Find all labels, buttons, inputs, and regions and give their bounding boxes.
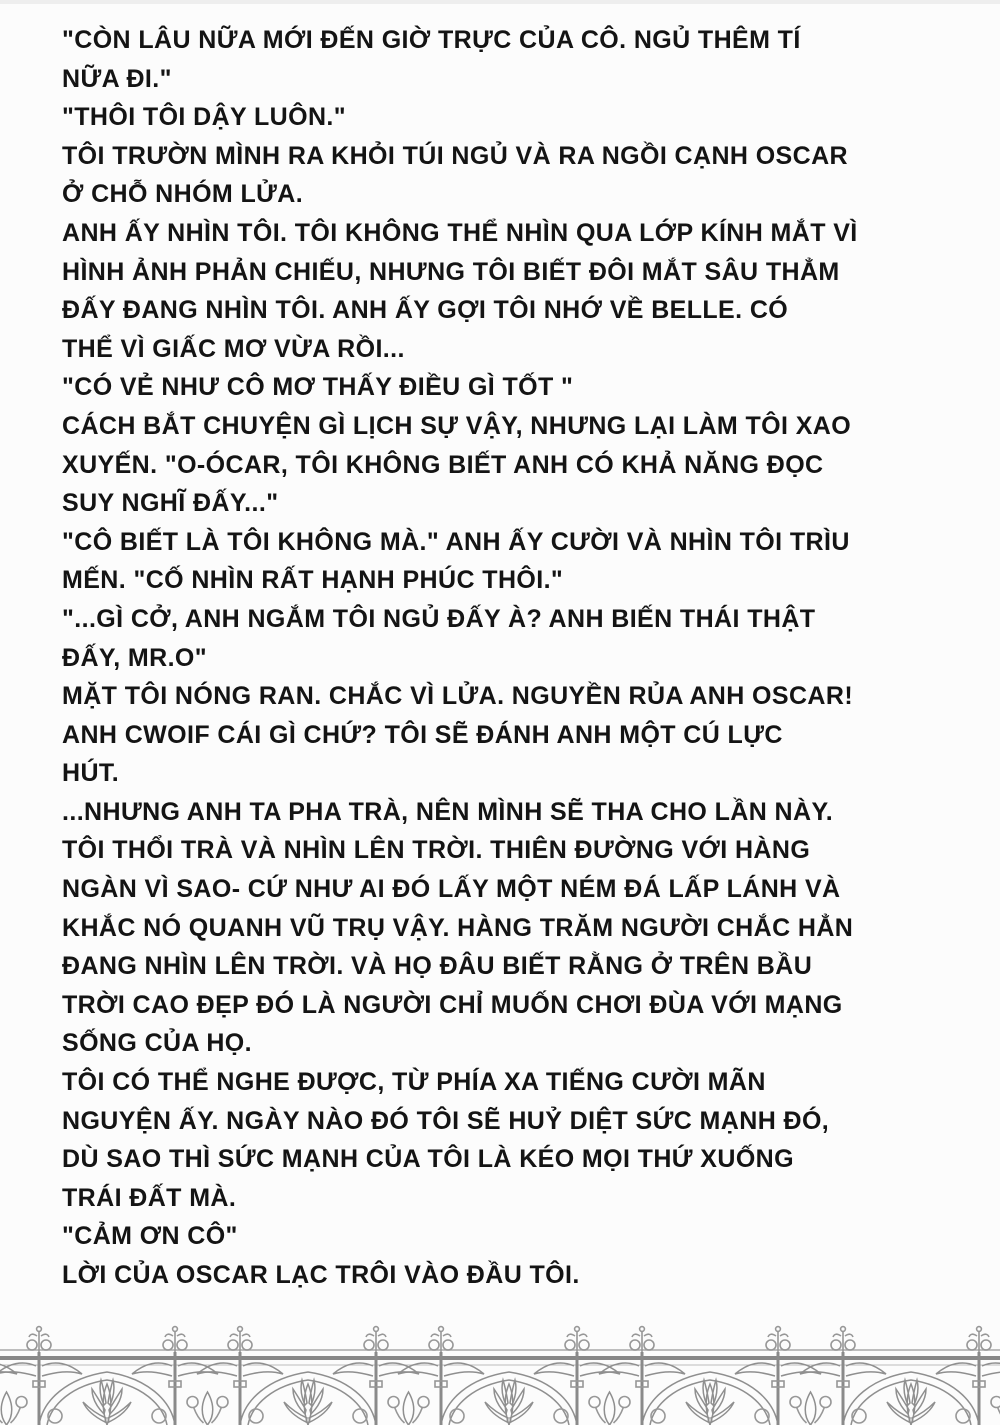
text-line: NGUYỆN ẤY. NGÀY NÀO ĐÓ TÔI SẼ HUỶ DIỆT SỨC MẠNH ĐÓ, [62, 1106, 830, 1135]
text-line: HÚT. [62, 759, 120, 788]
text-line: DÙ SAO THÌ SỨC MẠNH CỦA TÔI LÀ KÉO MỌI THỨ XUỐNG [62, 1145, 794, 1174]
text-line: "CÒN LÂU NỮA MỚI ĐẾN GIỜ TRỰC CỦA CÔ. NGỦ THÊM TÍ [62, 26, 801, 54]
text-line: ĐẤY, MR.O" [62, 643, 208, 672]
text-line: MẶT TÔI NÓNG RAN. CHẮC VÌ LỬA. NGUYỀN RỦA ANH OSCAR! [62, 682, 854, 711]
text-line: NGÀN VÌ SAO- CỨ NHƯ AI ĐÓ LẤY MỘT NÉM ĐÁ LẤP LÁNH VÀ [62, 875, 841, 904]
text-line: NỮA ĐI." [62, 64, 172, 93]
text-line: LỜI CỦA OSCAR LẠC TRÔI VÀO ĐẦU TÔI. [62, 1261, 580, 1289]
text-line: TÔI CÓ THỂ NGHE ĐƯỢC, TỪ PHÍA XA TIẾNG CƯỜI MÃN [62, 1068, 766, 1097]
text-line: MẾN. "CỐ NHÌN RẤT HẠNH PHÚC THÔI." [62, 566, 564, 595]
text-line: ANH ẤY NHÌN TÔI. TÔI KHÔNG THỂ NHÌN QUA LỚP KÍNH MẮT VÌ [62, 218, 858, 247]
text-line: TÔI THỔI TRÀ VÀ NHÌN LÊN TRỜI. THIÊN ĐƯỜNG VỚI HÀNG [62, 836, 811, 865]
narration-text [62, 21, 970, 1295]
text-line: KHẮC NÓ QUANH VŨ TRỤ VẬY. HÀNG TRĂM NGƯỜI CHẮC HẲN [62, 913, 854, 942]
text-line: CÁCH BẮT CHUYỆN GÌ LỊCH SỰ VẬY, NHƯNG LẠI LÀM TÔI XAO [62, 411, 852, 440]
text-line: "THÔI TÔI DẬY LUÔN." [62, 103, 347, 132]
text-line: Ở CHỖ NHÓM LỬA. [62, 180, 304, 209]
text-line: TÔI TRƯỜN MÌNH RA KHỎI TÚI NGỦ VÀ RA NGỒI CẠNH OSCAR [62, 141, 848, 170]
text-line: HÌNH ẢNH PHẢN CHIẾU, NHƯNG TÔI BIẾT ĐÔI MẮT SÂU THẲM [62, 257, 840, 286]
text-line: ĐẤY ĐANG NHÌN TÔI. ANH ẤY GỢI TÔI NHỚ VỀ BELLE. CÓ [62, 296, 789, 325]
text-line: "CÓ VẺ NHƯ CÔ MƠ THẤY ĐIỀU GÌ TỐT " [62, 373, 574, 402]
text-line: "...GÌ CỞ, ANH NGẮM TÔI NGỦ ĐẤY À? ANH BIẾN THÁI THẬT [62, 604, 816, 633]
text-line: XUYẾN. "O-ÓCAR, TÔI KHÔNG BIẾT ANH CÓ KHẢ NĂNG ĐỌC [62, 450, 824, 479]
text-line: ...NHƯNG ANH TA PHA TRÀ, NÊN MÌNH SẼ THA CHO LẦN NÀY. [62, 797, 834, 826]
text-line: ANH CWOIF CÁI GÌ CHỨ? TÔI SẼ ĐÁNH ANH MỘT CÚ LỰC [62, 720, 783, 749]
text-line: "CẢM ƠN CÔ" [62, 1222, 238, 1251]
text-line: SUY NGHĨ ĐẤY..." [62, 489, 279, 518]
text-line: "CÔ BIẾT LÀ TÔI KHÔNG MÀ." ANH ẤY CƯỜI VÀ NHÌN TÔI TRÌU [62, 527, 850, 556]
ornamental-fence-border [0, 1322, 1000, 1425]
text-line: SỐNG CỦA HỌ. [62, 1029, 252, 1058]
text-line: TRỜI CAO ĐẸP ĐÓ LÀ NGƯỜI CHỈ MUỐN CHƠI ĐÙA VỚI MẠNG [62, 990, 843, 1019]
text-line: THỂ VÌ GIẤC MƠ VỪA RỒI... [62, 334, 405, 363]
text-line: ĐANG NHÌN LÊN TRỜI. VÀ HỌ ĐÂU BIẾT RẰNG Ở TRÊN BẦU [62, 952, 813, 981]
text-line: TRÁI ĐẤT MÀ. [62, 1183, 237, 1212]
